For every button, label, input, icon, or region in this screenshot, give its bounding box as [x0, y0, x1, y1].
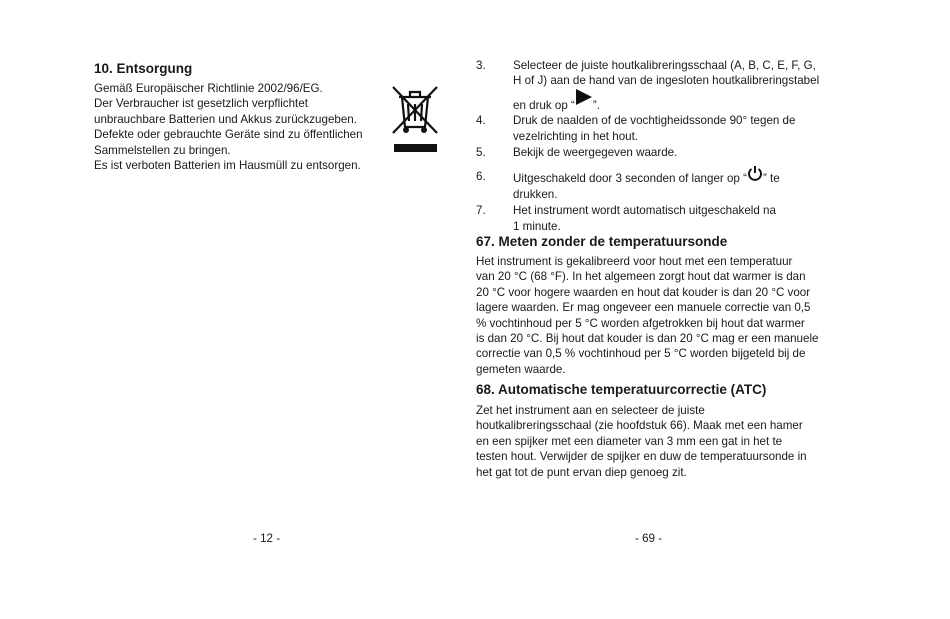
page-number-right: - 69 -	[635, 532, 663, 545]
steps-list	[476, 58, 826, 234]
text-line: het gat tot de punt ervan diep genoeg zit.	[476, 465, 687, 479]
text-line: is dan 20 °C. Bij hout dat kouder is dan 20 °C mag er een manuele	[476, 332, 819, 346]
list-item	[476, 169, 826, 202]
crossed-out-wheelie-bin-icon	[390, 84, 440, 156]
text-line: en een spijker met een diameter van 3 mm een gat in het te	[476, 434, 783, 448]
power-icon	[747, 165, 763, 181]
page-number-left: - 12 -	[253, 532, 281, 545]
list-item	[476, 203, 826, 234]
text-line: unbrauchbare Batterien und Akkus zurückzugeben.	[94, 112, 357, 126]
text-line: H of J) aan de hand van de ingesloten houtkalibreringstabel	[513, 74, 820, 88]
text-line: testen hout. Verwijder de spijker en duw de temperatuursonde in	[476, 450, 807, 464]
text-line: Het instrument is gekalibreerd voor hout met een temperatuur	[476, 255, 793, 268]
text-line: Sammelstellen zu bringen.	[94, 143, 231, 157]
section-heading-entsorgung: 10. Entsorgung	[94, 61, 193, 76]
text-line: gemeten waarde.	[476, 362, 566, 376]
text-line: Druk de naalden of de vochtigheidssonde 90° tegen de	[513, 114, 796, 128]
text-line: % vochtinhoud per 5 °C worden afgetrokken bij hout dat warmer	[476, 316, 805, 330]
text-line: Selecteer de juiste houtkalibreringsschaal (A, B, C, E, F, G,	[513, 59, 816, 72]
text-line: correctie van 0,5 % vochtinhoud per 5 °C worden bijgeteld bij de	[476, 347, 806, 361]
text-line: 1 minute.	[513, 219, 561, 233]
text-line: Zet het instrument aan en selecteer de juiste	[476, 404, 705, 417]
text-line: Het instrument wordt automatisch uitgeschakeld na	[513, 204, 776, 218]
list-item	[476, 145, 826, 160]
text-line: lagere waarden. Er mag ongeveer een manuele correctie van 0,5	[476, 301, 811, 315]
text-line: Bekijk de weergegeven waarde.	[513, 146, 678, 160]
item-number: 5.	[476, 146, 486, 160]
list-item	[476, 113, 826, 144]
item-number: 3.	[476, 59, 486, 72]
section-heading-67: 67. Meten zonder de temperatuursonde	[476, 234, 728, 249]
text-line: Defekte oder gebrauchte Geräte sind zu öffentlichen	[94, 128, 363, 142]
text-line: Der Verbraucher ist gesetzlich verpflichtet	[94, 97, 308, 111]
text-line: vezelrichting in het hout.	[513, 129, 639, 143]
section-68	[476, 381, 826, 480]
text-line: van 20 °C (68 °F). In het algemeen zorgt hout dat warmer is dan	[476, 270, 806, 284]
text-line: houtkalibreringsschaal (zie hoofdstuk 66). Maak met een hamer	[476, 419, 803, 433]
text-line: drukken.	[513, 187, 558, 201]
text-fragment: ”.	[592, 98, 600, 112]
item-number: 6.	[476, 170, 486, 184]
section-heading-68: 68. Automatische temperatuurcorrectie (ATC)	[476, 382, 767, 397]
text-fragment: Uitgeschakeld door 3 seconden of langer op “	[513, 172, 747, 186]
play-icon	[576, 89, 592, 105]
item-number: 4.	[476, 114, 486, 128]
item-number: 7.	[476, 204, 486, 218]
text-fragment: ” te	[762, 172, 780, 186]
text-line	[513, 169, 826, 186]
entsorgung-body	[94, 81, 384, 173]
section-67	[476, 233, 826, 377]
text-line: Es ist verboten Batterien im Hausmüll zu entsorgen.	[94, 159, 361, 173]
text-fragment: en druk op “	[513, 98, 575, 112]
list-item	[476, 58, 826, 113]
text-line	[513, 95, 826, 113]
text-line: 20 °C voor hogere waarden en hout dat kouder is dan 20 °C voor	[476, 285, 811, 299]
text-line: Gemäß Europäischer Richtlinie 2002/96/EG.	[94, 82, 323, 95]
